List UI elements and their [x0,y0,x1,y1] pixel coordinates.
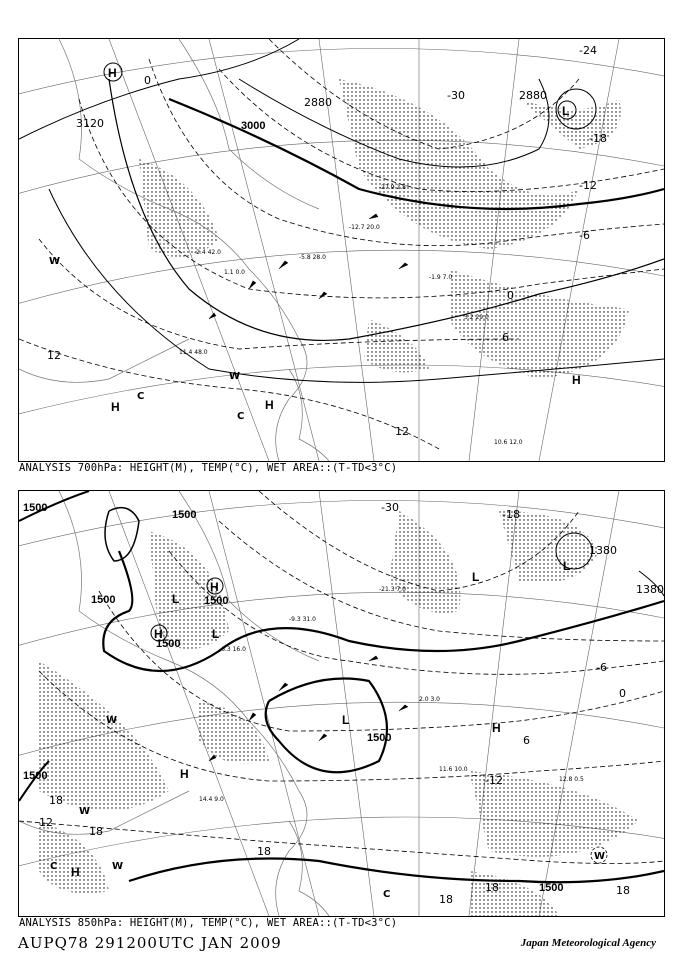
temp-label-m30: -30 [447,89,465,102]
svg-text:-27.9 2.8: -27.9 2.8 [379,184,406,191]
high-center-3: H [492,721,501,735]
temp-label-12: 12 [47,349,61,362]
low-center-4: L [472,570,480,584]
height-label-1380-a: 1380 [589,544,617,557]
agency-name: Japan Meteorological Agency [520,937,656,949]
bulletin-code: AUPQ78 291200UTC JAN 2009 [18,934,282,952]
temp-label-m18: -18 [589,132,607,145]
temp-label-m30: -30 [381,501,399,514]
svg-text:-5.8 28.0: -5.8 28.0 [299,254,326,261]
svg-text:3.2 29.0: 3.2 29.0 [464,314,489,321]
height-label-1500-c: 1500 [91,594,116,606]
temp-label-m12: -12 [579,179,597,192]
high-center-4: H [265,398,274,412]
low-center-1: L [172,592,180,606]
temp-label-18-f: 18 [616,884,630,897]
temp-label-18-c: 18 [257,845,271,858]
contour-labels [47,44,607,438]
temp-label-12: 12 [39,816,53,829]
cold-center-1: C [237,411,245,422]
svg-text:11.6 10.0: 11.6 10.0 [439,766,468,773]
height-label-1380-b: 1380 [636,583,664,596]
high-center-3: H [111,400,120,414]
svg-text:1.1 0.0: 1.1 0.0 [224,269,245,276]
temp-label-18-e: 18 [485,881,499,894]
map-700hpa-canvas [19,39,664,461]
temp-label-18-a: 18 [49,794,63,807]
warm-center-2: W [79,806,91,817]
temp-label-18-d: 18 [439,893,453,906]
temp-label-18-b: 18 [89,825,103,838]
caption-850hpa: ANALYSIS 850hPa: HEIGHT(M), TEMP(°C), WET AREA::(T-TD<3°C) [19,917,398,929]
low-center-3: L [342,713,350,727]
isotherms [19,39,664,449]
low-center-1: L [562,104,570,118]
svg-text:-2.4 42.0: -2.4 42.0 [194,249,221,256]
svg-text:11.4 48.0: 11.4 48.0 [179,349,208,356]
low-center-2: L [212,627,220,641]
warm-center-1: W [229,371,241,382]
temp-label-m24: -24 [579,44,597,57]
height-label-2880-a: 2880 [304,96,332,109]
high-center-4: H [180,767,189,781]
temp-label-6: 6 [523,734,530,747]
wet-area-shading [39,511,639,916]
temp-label-12b: 12 [395,425,409,438]
height-label-3120: 3120 [76,117,104,130]
low-center-5: L [563,559,571,573]
temp-label-m18: -18 [502,508,520,521]
wet-area-shading [139,79,629,379]
height-label-1500-h: 1500 [539,882,564,894]
svg-text:10.6 12.0: 10.6 12.0 [494,439,523,446]
graticule [19,39,664,461]
high-center-2: H [154,627,163,641]
station-plots [199,586,584,803]
svg-text:14.4 9.0: 14.4 9.0 [199,796,224,803]
height-label-1500-b: 1500 [172,509,197,521]
height-label-1500-e: 1500 [156,638,181,650]
warm-center-3: W [112,861,124,872]
svg-text:-6.3 16.0: -6.3 16.0 [219,646,246,653]
cold-center-2: C [137,391,145,402]
svg-text:2.0 3.0: 2.0 3.0 [419,696,440,703]
temp-label-m6: -6 [579,229,590,242]
high-center-2: H [572,373,581,387]
temp-label-0: 0 [507,289,514,302]
temp-label-m12: -12 [485,774,503,787]
temp-label-0b: 0 [144,74,151,87]
analysis-850hpa-map [18,490,665,917]
svg-text:12.8 0.5: 12.8 0.5 [559,776,584,783]
analysis-700hpa-map [18,38,665,462]
temp-label-0: 0 [619,687,626,700]
map-850hpa-canvas [19,491,664,916]
height-label-1500-a: 1500 [23,502,48,514]
svg-text:-1.9 7.0: -1.9 7.0 [429,274,453,281]
svg-text:-12.7 20.0: -12.7 20.0 [349,224,380,231]
height-label-2880-b: 2880 [519,89,547,102]
high-center-5: H [71,865,80,879]
temp-label-6: 6 [502,331,509,344]
high-center-1: H [108,66,117,80]
temp-label-m6: -6 [596,661,607,674]
svg-text:-9.3 31.0: -9.3 31.0 [289,616,316,623]
warm-center-1: W [106,715,118,726]
caption-700hpa: ANALYSIS 700hPa: HEIGHT(M), TEMP(°C), WET AREA::(T-TD<3°C) [19,462,398,474]
warm-center-2: W [49,256,61,267]
warm-center-4: W [594,851,606,862]
cold-center-2: C [383,889,391,900]
svg-text:-21.3 7.0: -21.3 7.0 [379,586,406,593]
height-label-1500-d: 1500 [204,595,229,607]
high-center-1: H [210,580,219,594]
height-label-1500-f: 1500 [367,732,392,744]
cold-center-1: C [50,861,58,872]
height-label-3000: 3000 [241,120,266,132]
height-label-1500-g: 1500 [23,770,48,782]
